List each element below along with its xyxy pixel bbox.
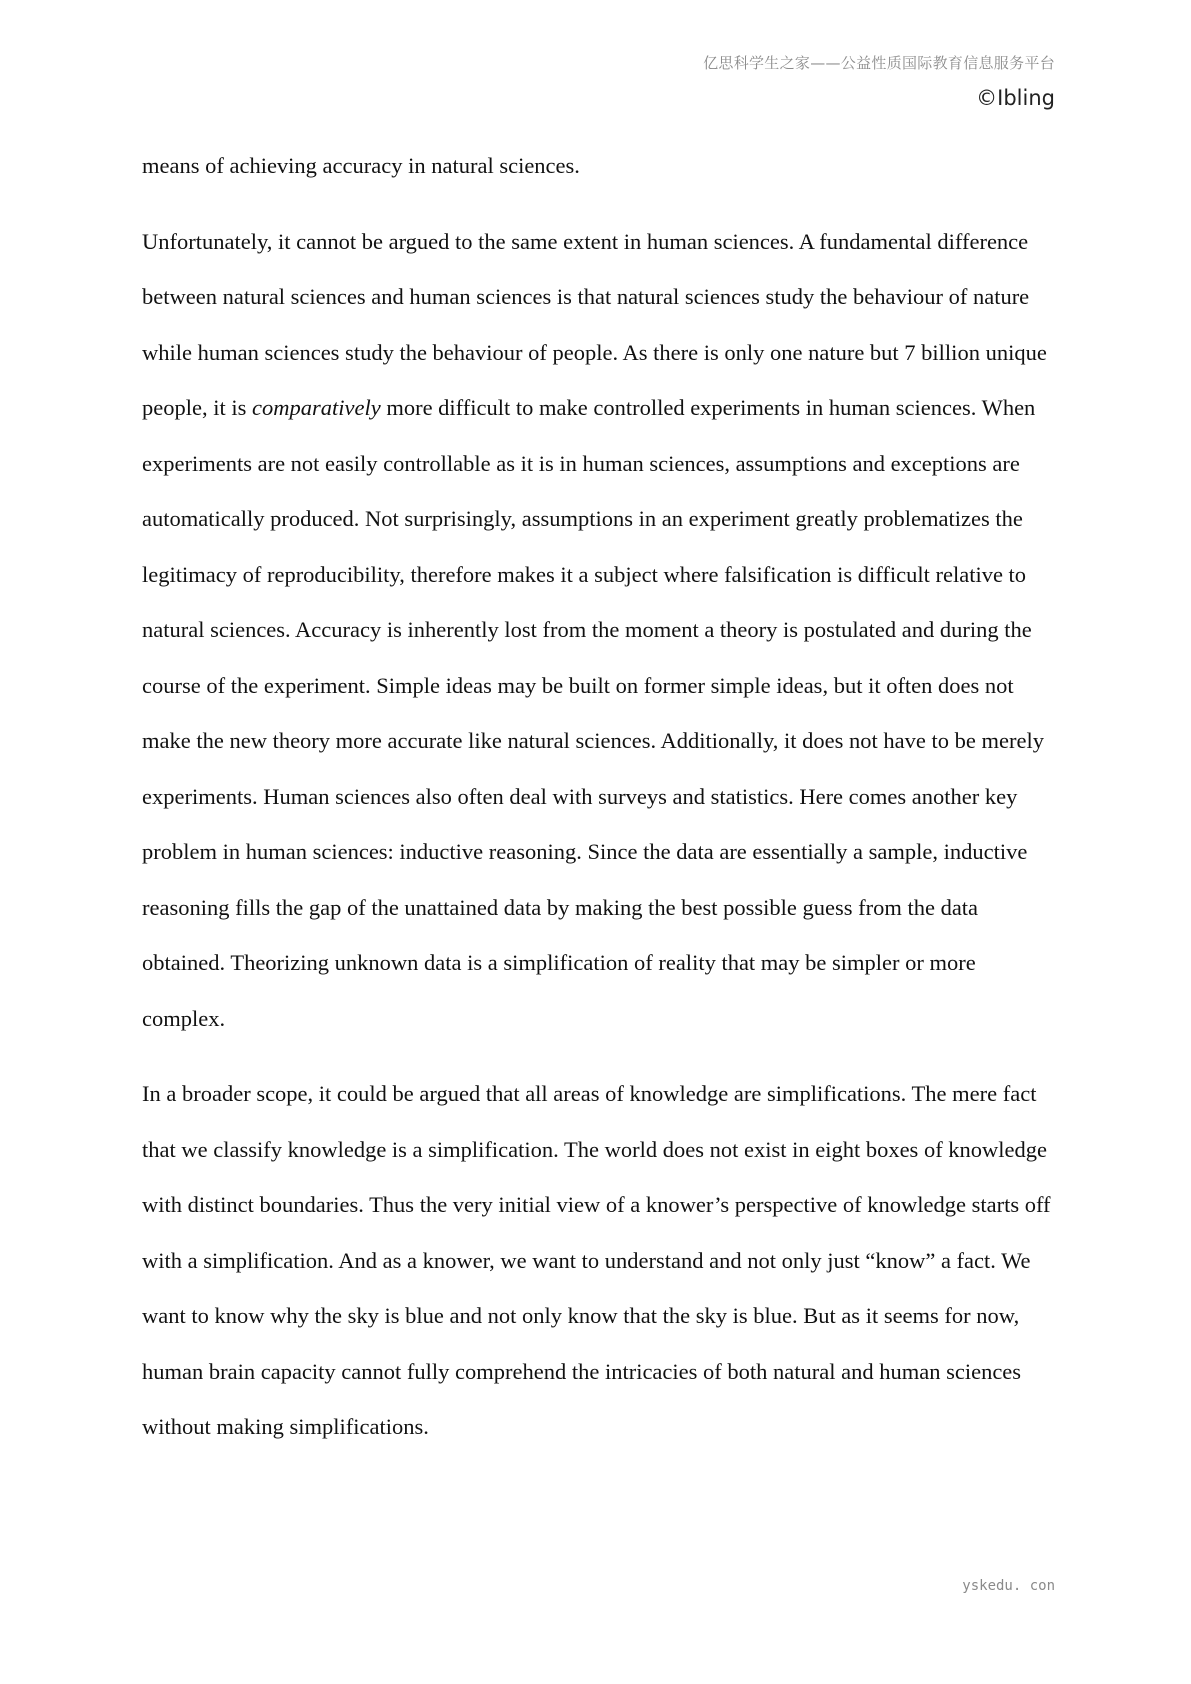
paragraph-2-part-1: Unfortunately, it cannot be argued to the same extent in human sciences. A fundamental difference between natural sciences and human sciences is that natural sciences study the behaviour of nature while human sciences study the behaviour of people. As there is only one nature but 7 billion unique people, it is xyxy=(142,228,1047,420)
document-body xyxy=(142,138,1064,1475)
paragraph-1: means of achieving accuracy in natural sciences. xyxy=(142,153,580,178)
footer-site-url: yskedu. con xyxy=(962,1578,1055,1594)
paragraph-2-part-2: more difficult to make controlled experiments in human sciences. When experiments are not easily controllable as it is in human sciences, assumptions and exceptions are automatically produced. Not surprisingly, assumptions in an experiment greatly problematizes the legitimacy of reproducibility, therefore makes it a subject where falsification is difficult relative to natural sciences. Accuracy is inherently lost from the moment a theory is postulated and during the course of the experiment. Simple ideas may be built on former simple ideas, but it often does not make the new theory more accurate like natural sciences. Additionally, it does not have to be merely experiments. Human sciences also often deal with surveys and statistics. Here comes another key problem in human sciences: inductive reasoning. Since the data are essentially a sample, inductive reasoning fills the gap of the unattained data by making the best possible guess from the data obtained. Theorizing unknown data is a simplification of reality that may be simpler or more complex. xyxy=(142,395,1044,1031)
copyright-label: ©Ibling xyxy=(976,86,1055,110)
header-site-text: 亿思科学生之家——公益性质国际教育信息服务平台 xyxy=(703,54,1055,72)
paragraph-2 xyxy=(142,214,1064,1047)
paragraph-2-emphasis: comparatively xyxy=(251,395,381,420)
paragraph-3: In a broader scope, it could be argued that all areas of knowledge are simplifications. The mere fact that we classify knowledge is a simplification. The world does not exist in eight boxes of knowledge with distinct boundaries. Thus the very initial view of a knower’s perspective of knowledge starts off with a simplification. And as a knower, we want to understand and not only just “know” a fact. We want to know why the sky is blue and not only know that the sky is blue. But as it seems for now, human brain capacity cannot fully comprehend the intricacies of both natural and human sciences without making simplifications. xyxy=(142,1081,1051,1439)
